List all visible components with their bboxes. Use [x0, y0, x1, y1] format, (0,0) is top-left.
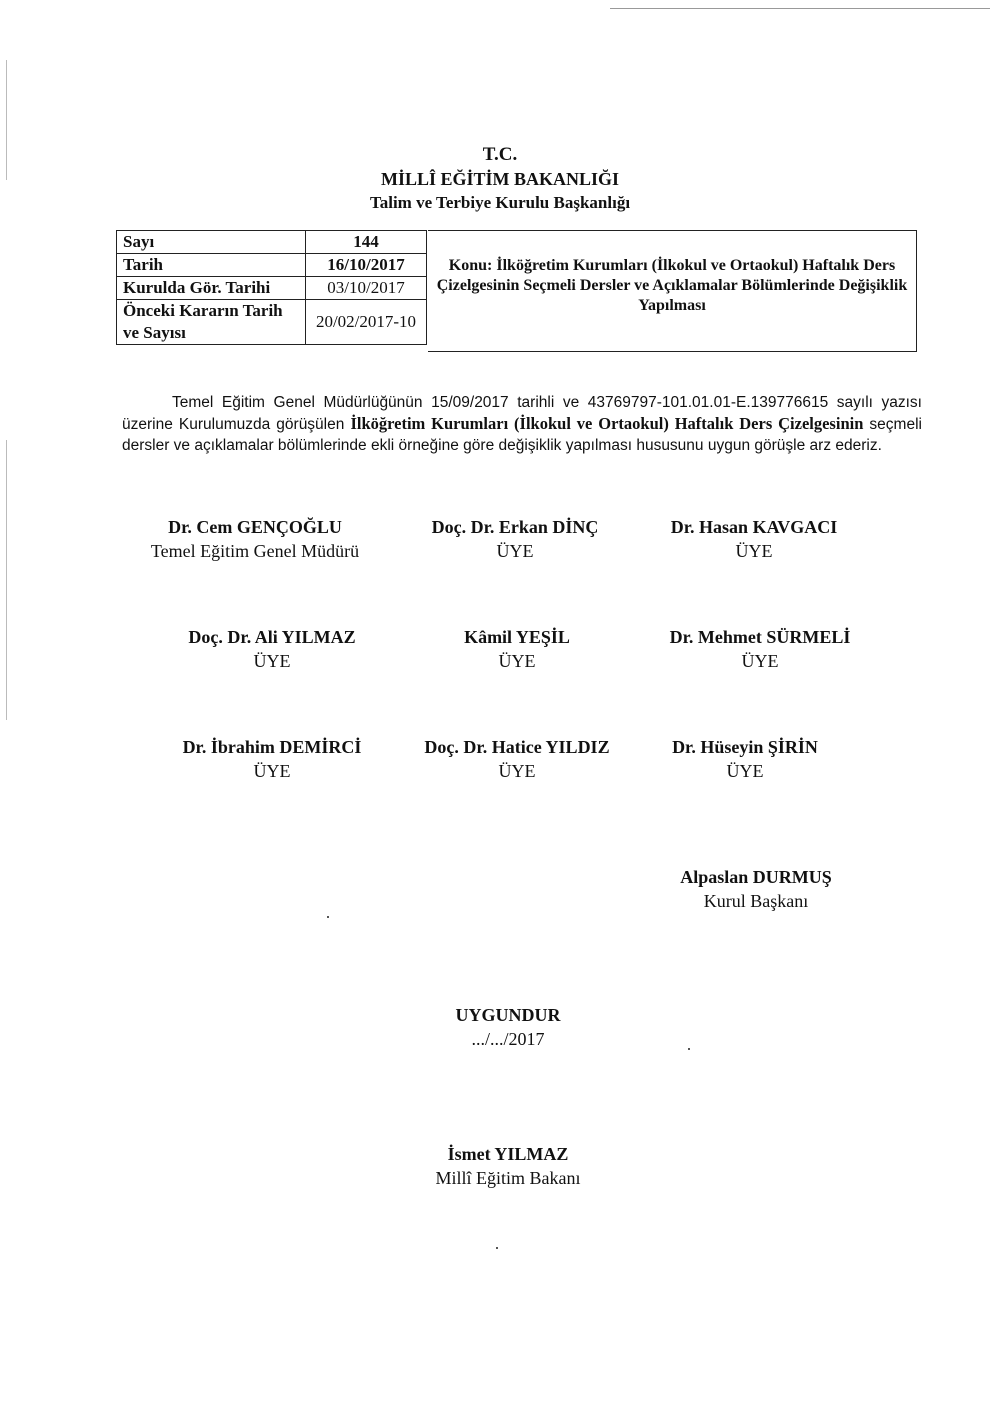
signature-block [385, 515, 645, 563]
signature-block [630, 625, 890, 673]
meta-value: 20/02/2017-10 [306, 300, 427, 345]
scan-speck [327, 916, 329, 918]
signature-block [142, 625, 402, 673]
meta-row [117, 277, 427, 300]
meta-table [116, 230, 427, 345]
meta-label: Kurulda Gör. Tarihi [117, 277, 306, 300]
signatory-name: Kâmil YEŞİL [464, 627, 570, 647]
signatory-title: ÜYE [253, 761, 291, 781]
signatory-name: Doç. Dr. Ali YILMAZ [188, 627, 356, 647]
approval-date: .../.../2017 [471, 1029, 545, 1049]
scan-speck [688, 1048, 690, 1050]
signatory-name: Dr. İbrahim DEMİRCİ [182, 737, 362, 757]
signature-block [125, 515, 385, 563]
signatory-title: ÜYE [253, 651, 291, 671]
signatory-title: ÜYE [726, 761, 764, 781]
meta-label: Önceki Kararın Tarih ve Sayısı [117, 300, 306, 345]
body-text: Temel Eğitim Genel Müdürlüğünün 15/09/2017 tarihli ve 43769797-101.01.01-E.139776615 sayılı yazısı üzerine Kurulumuzda görüşülen [122, 394, 922, 433]
chair-name: Alpaslan DURMUŞ [680, 867, 832, 887]
signatory-title: Temel Eğitim Genel Müdürü [150, 541, 360, 561]
meta-row [117, 254, 427, 277]
header-ministry: MİLLÎ EĞİTİM BAKANLIĞI [380, 169, 620, 189]
approval-label: UYGUNDUR [455, 1005, 561, 1025]
signature-block [615, 735, 875, 783]
scan-artifact-line [610, 8, 990, 9]
signatory-title: ÜYE [496, 541, 534, 561]
document-header [0, 143, 1000, 215]
header-tc: T.C. [482, 144, 518, 165]
header-board: Talim ve Terbiye Kurulu Başkanlığı [369, 193, 631, 212]
minister-title: Millî Eğitim Bakanı [435, 1168, 581, 1188]
scan-speck [496, 1247, 498, 1249]
signatory-title: ÜYE [741, 651, 779, 671]
meta-label: Tarih [117, 254, 306, 277]
signatory-name: Doç. Dr. Hatice YILDIZ [424, 737, 610, 757]
signature-block [624, 515, 884, 563]
subject-text: Konu: İlköğretim Kurumları (İlkokul ve Ortaokul) Haftalık Ders Çizelgesinin Seçmeli Dersler ve Açıklamalar Bölümlerinde Değişiklik Yapılması [436, 257, 908, 314]
signatory-name: Dr. Cem GENÇOĞLU [168, 517, 342, 537]
minister-signature [378, 1142, 638, 1190]
meta-value: 03/10/2017 [306, 277, 427, 300]
body-text: seçmeli dersler ve açıklamalar bölümlerinde ekli örneğine göre değişiklik yapılması hususunu uygun görüşle arz ederiz. [122, 416, 922, 454]
signatory-name: Dr. Hasan KAVGACI [670, 517, 838, 537]
approval-block [378, 1003, 638, 1051]
signature-block [387, 735, 647, 783]
meta-row [117, 231, 427, 254]
meta-label: Sayı [117, 231, 306, 254]
chair-title: Kurul Başkanı [703, 891, 809, 911]
minister-name: İsmet YILMAZ [447, 1144, 569, 1164]
chair-signature [626, 865, 886, 913]
body-bold-text: İlköğretim Kurumları (İlkokul ve Ortaokul) Haftalık Ders Çizelgesinin [350, 414, 864, 433]
body-paragraph [122, 392, 922, 456]
signatory-name: Dr. Hüseyin ŞİRİN [672, 737, 818, 757]
signatory-name: Doç. Dr. Erkan DİNÇ [431, 517, 599, 537]
meta-row [117, 300, 427, 345]
scan-artifact-margin [6, 440, 7, 720]
meta-value: 144 [306, 231, 427, 254]
signatory-title: ÜYE [735, 541, 773, 561]
signatory-name: Dr. Mehmet SÜRMELİ [669, 627, 851, 647]
signatory-title: ÜYE [498, 761, 536, 781]
signature-block [387, 625, 647, 673]
signature-block [142, 735, 402, 783]
signatory-title: ÜYE [498, 651, 536, 671]
meta-value: 16/10/2017 [306, 254, 427, 277]
